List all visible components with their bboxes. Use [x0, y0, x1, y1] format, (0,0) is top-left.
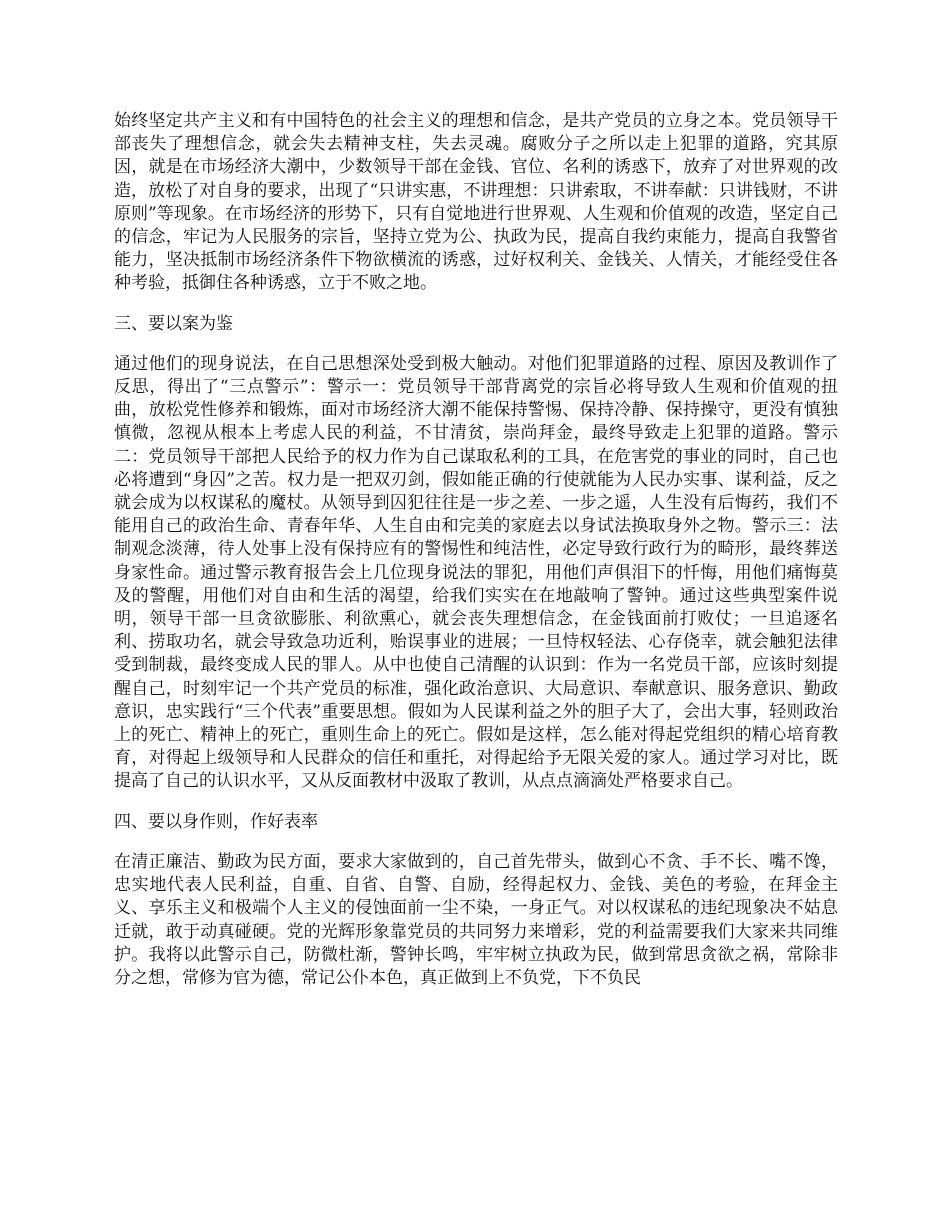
section-heading-3: 三、要以案为鉴: [114, 313, 233, 334]
paragraph-example: 在清正廉洁、勤政为民方面，要求大家做到的，自己首先带头，做到心不贪、手不长、嘴不馋，忠实地代表人民利益，自重、自省、自警、自励，经得起权力、金钱、美色的考验，在拜金主义、享乐主义和极端个人主义的侵蚀面前一尘不染，一身正气。对以权谋私的违纪现象决不姑息迁就，敢于动真碰硬。党的光辉形象靠党员的共同努力来增彩，党的利益需要我们大家来共同维护。我将以此警示自己，防微杜渐，警钟长鸣，牢牢树立执政为民，做到常思贪欲之祸，常除非分之想，常修为官为德，常记公仆本色，真正做到上不负党，下不负民: [114, 851, 838, 988]
section-heading-4: 四、要以身作则，作好表率: [114, 811, 318, 832]
paragraph-warnings: 通过他们的现身说法，在自己思想深处受到极大触动。对他们犯罪道路的过程、原因及教训作了反思，得出了“三点警示”：警示一：党员领导干部背离党的宗旨必将导致人生观和价值观的扭曲，放松党性修养和锻炼，面对市场经济大潮不能保持警惕、保持冷静、保持操守，更没有慎独慎微，忽视从根本上考虑人民的利益，不甘清贫，崇尚拜金，最终导致走上犯罪的道路。警示二：党员领导干部把人民给予的权力作为自己谋取私利的工具，在危害党的事业的同时，自己也必将遭到“身囚”之苦。权力是一把双刃剑，假如能正确的行使就能为人民办实事、谋利益，反之就会成为以权谋私的魔杖。从领导到囚犯往往是一步之差、一步之遥，人生没有后悔药，我们不能用自己的政治生命、青春年华、人生自由和完美的家庭去以身试法换取身外之物。警示三：法制观念淡薄，待人处事上没有保持应有的警惕性和纯洁性，必定导致行政行为的畸形，最终葬送身家性命。通过警示教育报告会上几位现身说法的罪犯，用他们声俱泪下的忏悔，用他们痛悔莫及的警醒，用他们对自由和生活的渴望，给我们实实在在地敲响了警钟。通过这些典型案件说明，领导干部一旦贪欲膨胀、利欲熏心，就会丧失理想信念，在金钱面前打败仗；一旦追逐名利、捞取功名，就会导致急功近利，贻误事业的进展；一旦恃权轻法、心存侥幸，就会触犯法律受到制裁，最终变成人民的罪人。从中也使自己清醒的认识到：作为一名党员干部，应该时刻提醒自己，时刻牢记一个共产党员的标准，强化政治意识、大局意识、奉献意识、服务意识、勤政意识，忠实践行“三个代表”重要思想。假如为人民谋利益之外的胆子大了，会出大事，轻则政治上的死亡、精神上的死亡，重则生命上的死亡。假如是这样，怎么能对得起党组织的精心培育教育，对得起上级领导和人民群众的信任和重托，对得起给予无限关爱的家人。通过学习对比，既提高了自己的认识水平，又从反面教材中汲取了教训，从点点滴滴处严格要求自己。: [114, 353, 838, 792]
paragraph-ideals: 始终坚定共产主义和有中国特色的社会主义的理想和信念，是共产党员的立身之本。党员领导干部丧失了理想信念，就会失去精神支柱，失去灵魂。腐败分子之所以走上犯罪的道路，究其原因，就是在市场经济大潮中，少数领导干部在金钱、官位、名利的诱惑下，放弃了对世界观的改造，放松了对自身的要求，出现了“只讲实惠，不讲理想：只讲索取，不讲奉献：只讲钱财，不讲原则”等现象。在市场经济的形势下，只有自觉地进行世界观、人生观和价值观的改造，坚定自己的信念，牢记为人民服务的宗旨，坚持立党为公、执政为民，提高自我约束能力，提高自我警省能力，坚决抵制市场经济条件下物欲横流的诱惑，过好权利关、金钱关、人情关，才能经受住各种考验，抵御住各种诱惑，立于不败之地。: [114, 111, 838, 294]
